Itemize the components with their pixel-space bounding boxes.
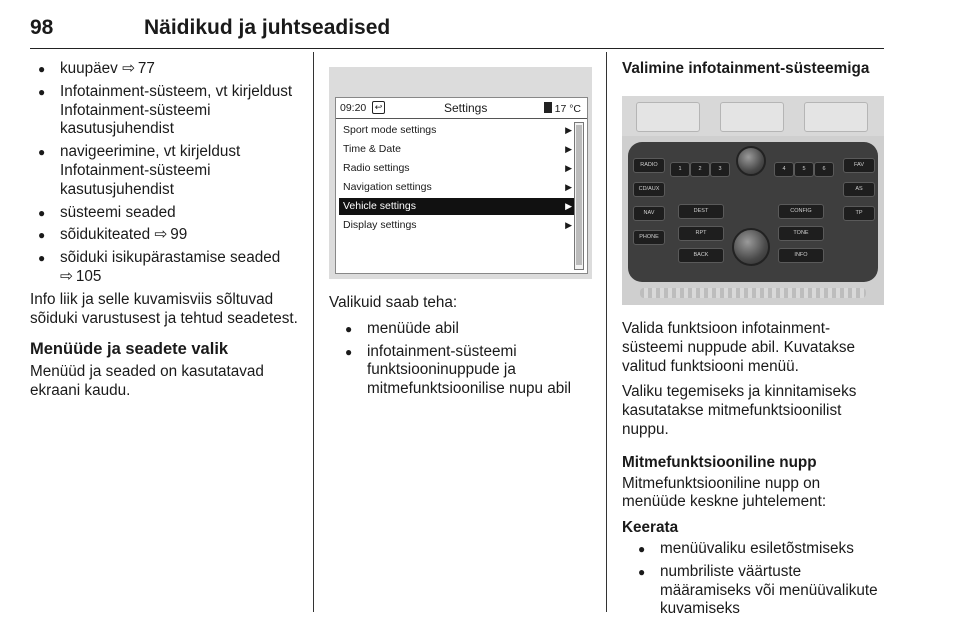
- dest-button[interactable]: DEST: [678, 204, 724, 219]
- paragraph: Valida funktsioon infotainment-süsteemi nuppude abil. Kuvatakse valitud funktsiooni menüü.: [622, 320, 856, 375]
- list-item: ● sõidukiteated ⇨ 99: [38, 226, 188, 244]
- power-volume-knob[interactable]: [736, 146, 766, 176]
- right-column-top: [622, 60, 884, 81]
- list-item: ● navigeerimine, vt kirjeldust Infotainment-süsteemi kasutusjuhendist: [38, 143, 241, 198]
- list-item: ● menüüvaliku esiletõstmiseks: [638, 539, 854, 557]
- list-item: ● süsteemi seaded: [38, 203, 176, 221]
- back-icon[interactable]: ↩: [372, 101, 385, 114]
- settings-screen-figure: [329, 67, 592, 279]
- tone-button[interactable]: TONE: [778, 226, 824, 241]
- middle-column: [329, 294, 601, 403]
- preset-2-button[interactable]: 2: [690, 162, 710, 177]
- options-list: [337, 320, 601, 399]
- screen-status-bar: [336, 98, 587, 119]
- sub-heading: Mitmefunktsiooniline nupp: [622, 453, 817, 471]
- list-item: ● infotainment-süsteemi funktsiooninuppude ja mitmefunktsioonilise nupu abil: [345, 342, 572, 398]
- turn-actions-list: [630, 540, 884, 619]
- clock: 09:20: [340, 102, 367, 114]
- scrollbar[interactable]: [574, 122, 584, 270]
- section-heading: Valimine infotainment-süsteemiga: [622, 60, 870, 77]
- page-title: Näidikud ja juhtseadised: [144, 16, 391, 39]
- back-button[interactable]: BACK: [678, 248, 724, 263]
- menu-item-sport-mode[interactable]: Sport mode settings ▶: [339, 122, 575, 139]
- list-item: ● kuupäev ⇨ 77: [38, 60, 155, 77]
- menu-item-navigation[interactable]: Navigation settings ▶: [339, 179, 575, 196]
- config-button[interactable]: CONFIG: [778, 204, 824, 219]
- arrow-reference-icon[interactable]: ⇨: [60, 267, 73, 285]
- phone-button[interactable]: PHONE: [633, 230, 665, 245]
- fav-button[interactable]: FAV: [843, 158, 875, 173]
- thermometer-icon: [544, 102, 552, 113]
- section-heading: Menüüde ja seadete valik: [30, 340, 229, 359]
- list-item: ● menüüde abil: [345, 319, 459, 337]
- list-item: ● Infotainment-süsteem, vt kirjeldust Infotainment-süsteemi kasutusjuhendist: [38, 82, 293, 138]
- settings-display: [335, 97, 588, 274]
- left-column: [30, 60, 302, 408]
- chevron-right-icon: ▶: [565, 182, 572, 192]
- scrollbar-thumb[interactable]: [576, 125, 582, 265]
- column-divider: [313, 52, 314, 612]
- cd-aux-button[interactable]: CD/AUX: [633, 182, 665, 197]
- preset-1-button[interactable]: 1: [670, 162, 690, 177]
- preset-3-button[interactable]: 3: [710, 162, 730, 177]
- info-paragraph: Info liik ja selle kuvamisviis sõltuvad sõiduki varustusest ja tehtud seadetest.: [30, 290, 298, 327]
- right-column-text: [622, 320, 884, 623]
- chevron-right-icon: ▶: [565, 144, 572, 154]
- menu-item-vehicle[interactable]: Vehicle settings ▶: [339, 198, 575, 215]
- infotainment-console-figure: [622, 96, 884, 305]
- rpt-button[interactable]: RPT: [678, 226, 724, 241]
- menu-item-display[interactable]: Display settings ▶: [339, 217, 575, 234]
- preset-5-button[interactable]: 5: [794, 162, 814, 177]
- arrow-reference-icon[interactable]: ⇨: [154, 226, 168, 244]
- temperature-readout: 17 °C: [544, 102, 581, 115]
- nav-button[interactable]: NAV: [633, 206, 665, 221]
- as-button[interactable]: AS: [843, 182, 875, 197]
- chevron-right-icon: ▶: [565, 220, 572, 230]
- menu-item-time-date[interactable]: Time & Date ▶: [339, 141, 575, 158]
- info-button[interactable]: INFO: [778, 248, 824, 263]
- control-panel: [628, 142, 878, 282]
- page-reference[interactable]: 105: [75, 267, 102, 285]
- section-paragraph: Menüüd ja seaded on kasutatavad ekraani kaudu.: [30, 363, 264, 399]
- air-vent: [640, 288, 866, 298]
- sub-heading: Keerata: [622, 519, 679, 537]
- dashboard-trim: [622, 96, 884, 136]
- preset-6-button[interactable]: 6: [814, 162, 834, 177]
- chevron-right-icon: ▶: [565, 201, 572, 211]
- chevron-right-icon: ▶: [565, 163, 572, 173]
- info-list: [30, 60, 302, 287]
- page-header: [30, 8, 884, 49]
- list-item: ● numbriliste väärtuste määramiseks või menüüvalikute kuvamiseks: [638, 562, 878, 618]
- list-item: ● sõiduki isikupärastamise seaded ⇨ 105: [38, 249, 281, 285]
- page-number: 98: [30, 16, 54, 39]
- arrow-reference-icon[interactable]: ⇨: [122, 60, 135, 77]
- paragraph: Valiku tegemiseks ja kinnitamiseks kasutatakse mitmefunktsioonilist nuppu.: [622, 383, 857, 438]
- preset-4-button[interactable]: 4: [774, 162, 794, 177]
- multifunction-knob[interactable]: [732, 228, 770, 266]
- menu-item-radio[interactable]: Radio settings ▶: [339, 160, 575, 177]
- page-reference[interactable]: 99: [170, 226, 188, 244]
- radio-button[interactable]: RADIO: [633, 158, 665, 173]
- paragraph: Mitmefunktsiooniline nupp on menüüde keskne juhtelement:: [622, 474, 827, 511]
- page-reference[interactable]: 77: [137, 60, 155, 77]
- column-divider: [606, 52, 607, 612]
- screen-title: Settings: [444, 101, 488, 115]
- intro-text: Valikuid saab teha:: [329, 294, 458, 311]
- chevron-right-icon: ▶: [565, 125, 572, 135]
- tp-button[interactable]: TP: [843, 206, 875, 221]
